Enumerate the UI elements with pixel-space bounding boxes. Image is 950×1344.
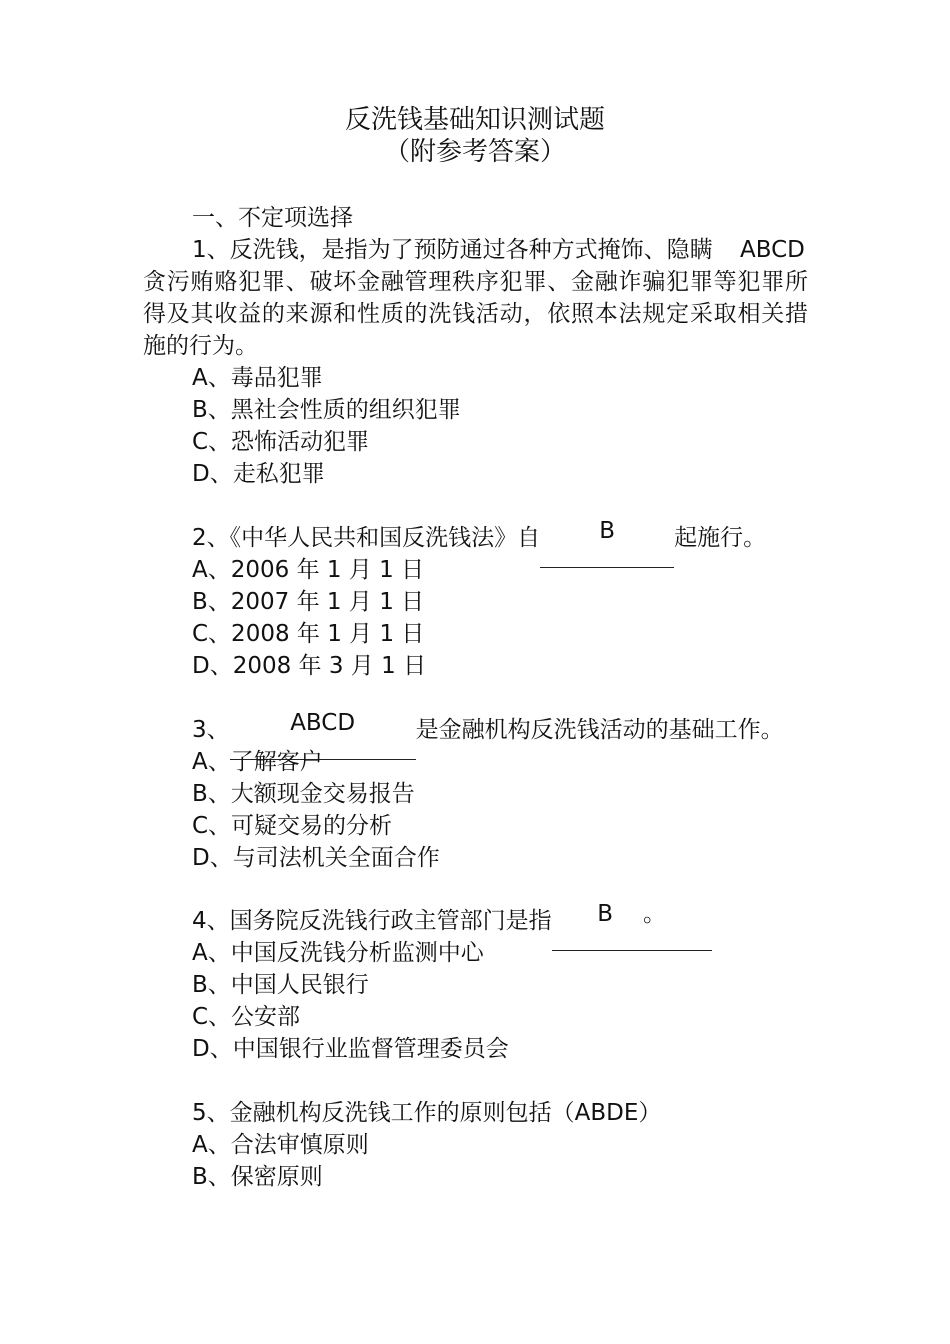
- question-4-answer: B: [597, 901, 614, 927]
- question-1-option-c: C、恐怖活动犯罪: [192, 429, 370, 455]
- question-4-option-d: D、中国银行业监督管理委员会: [192, 1036, 509, 1062]
- question-2-answer: B: [599, 518, 616, 544]
- question-4-stem: [192, 901, 712, 937]
- question-1-text-rest: 贪污贿赂犯罪、破坏金融管理秩序犯罪、金融诈骗犯罪等犯罪所得及其收益的来源和性质的洗钱活动，依照本法规定采取相关措施的行为。: [143, 269, 808, 359]
- question-1-answer: ABCD: [740, 237, 805, 263]
- question-3-prefix: 3、: [192, 717, 230, 743]
- question-2-suffix: 起施行。: [674, 525, 767, 551]
- question-3-option-b: B、大额现金交易报告: [192, 781, 415, 807]
- question-2-option-c: C、2008 年 1 月 1 日: [192, 621, 425, 647]
- section-heading: 一、不定项选择: [192, 205, 353, 231]
- question-3-option-a: A、了解客户: [192, 749, 323, 775]
- question-2-option-b: B、2007 年 1 月 1 日: [192, 589, 425, 615]
- question-2-prefix: 2、《中华人民共和国反洗钱法》自: [192, 525, 541, 551]
- question-4-suffix: 。: [643, 901, 667, 927]
- question-4-answer-blank: [552, 901, 712, 951]
- question-2-answer-blank: [540, 518, 674, 568]
- question-1-option-d: D、走私犯罪: [192, 461, 325, 487]
- question-1-option-a: A、毒品犯罪: [192, 365, 323, 391]
- question-5-stem: 5、金融机构反洗钱工作的原则包括（ABDE）: [192, 1100, 662, 1126]
- question-2-stem: [192, 518, 767, 554]
- question-1-text-start: 1、反洗钱，是指为了预防通过各种方式掩饰、隐瞒: [192, 237, 713, 263]
- question-3-option-d: D、与司法机关全面合作: [192, 845, 440, 871]
- question-2-option-d: D、2008 年 3 月 1 日: [192, 653, 427, 679]
- question-3-stem: [192, 710, 784, 746]
- document-subtitle: （附参考答案）: [383, 137, 566, 167]
- question-4-prefix: 4、国务院反洗钱行政主管部门是指: [192, 908, 552, 934]
- question-3-option-c: C、可疑交易的分析: [192, 813, 393, 839]
- question-1-option-b: B、黑社会性质的组织犯罪: [192, 397, 461, 423]
- document-title: 反洗钱基础知识测试题: [344, 105, 605, 135]
- question-4-option-a: A、中国反洗钱分析监测中心: [192, 940, 484, 966]
- question-3-answer: ABCD: [290, 710, 356, 736]
- question-3-suffix: 是金融机构反洗钱活动的基础工作。: [415, 717, 784, 743]
- question-5-option-b: B、保密原则: [192, 1164, 323, 1190]
- question-2-option-a: A、2006 年 1 月 1 日: [192, 557, 425, 583]
- question-4-option-b: B、中国人民银行: [192, 972, 369, 998]
- question-1-line1: [192, 235, 713, 265]
- question-4-option-c: C、公安部: [192, 1004, 301, 1030]
- question-5-option-a: A、合法审慎原则: [192, 1132, 369, 1158]
